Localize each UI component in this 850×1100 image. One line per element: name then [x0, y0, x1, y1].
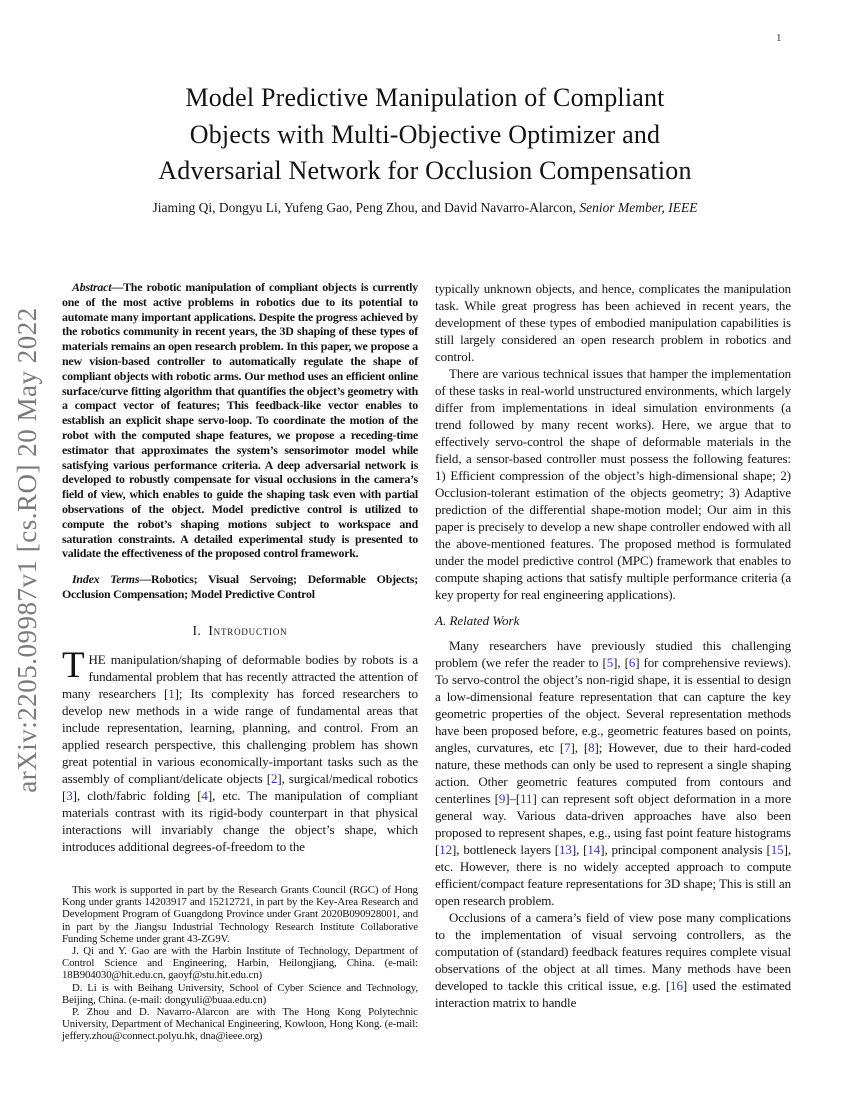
- paper-title: [0, 80, 850, 190]
- author-line: Jiaming Qi, Dongyu Li, Yufeng Gao, Peng Zhou, and David Navarro-Alarcon, Senior Member, IEEE: [152, 199, 698, 215]
- page-number: 1: [776, 32, 782, 44]
- body-paragraph: typically unknown objects, and hence, complicates the manipulation task. While great progress has been achieved in recent years, the development of these types of embodied manipulation capabilities is still largely considered an open research problem in robotics and control.: [435, 281, 791, 364]
- citation-link[interactable]: 3: [66, 787, 73, 803]
- footnote-affiliation-3: P. Zhou and D. Navarro-Alarcon are with The Hong Kong Polytechnic University, Department of Mechanical Engineering, Kowloon, Hong Kong. (e-mail: jeffery.zhou@connect.polyu.hk, dna@ieee.org): [62, 1006, 418, 1043]
- citation-link[interactable]: 7: [564, 740, 571, 755]
- citation-link[interactable]: 16: [670, 978, 683, 993]
- citation-link[interactable]: 11: [520, 791, 533, 806]
- title-line-1: Model Predictive Manipulation of Compliant: [185, 83, 665, 112]
- citation-link[interactable]: 9: [498, 791, 506, 806]
- footnote-funding: This work is supported in part by the Research Grants Council (RGC) of Hong Kong under grants 14203917 and 15212721, in part by the Key-Area Research and Development Program of Guangdong Province under Grant 2020B090928001, and in part by the Jiangsu Industrial Technology Research Institute Collaborative Funding Scheme under grant 43-ZG9V.: [62, 884, 418, 945]
- section-number: I.: [192, 622, 202, 638]
- citation-link[interactable]: 8: [588, 740, 595, 755]
- index-terms: Index Terms—Robotics; Visual Servoing; Deformable Objects; Occlusion Compensation; Model Predictive Control: [62, 572, 418, 601]
- arxiv-watermark: arXiv:2205.09987v1 [cs.RO] 20 May 2022: [12, 307, 42, 793]
- footnote-affiliation-1: J. Qi and Y. Gao are with the Harbin Institute of Technology, Department of Control Science and Engineering, Harbin, Heilongjiang, China. (e-mail: 18B904030@hit.edu.cn, gaoyf@stu.hit.edu.cn): [62, 945, 418, 982]
- italic-text: Index Terms: [72, 572, 140, 587]
- citation-link[interactable]: 14: [587, 842, 601, 857]
- paper-header: [0, 80, 850, 216]
- abstract-paragraph: Abstract—The robotic manipulation of compliant objects is currently one of the most active problems in robotics due to its potential to automate many important applications. Despite the progress achieved by the robotics community in recent years, the 3D shaping of these types of materials remains an open research problem. In this paper, we propose a new vision-based controller to automatically regulate the shape of compliant objects with robotic arms. Our method uses an efficient online surface/curve fitting algorithm that quantifies the object’s geometry with a compact vector of features; This feedback-like vector enables to establish an explicit shape servo-loop. To coordinate the motion of the robot with the computed shape features, we propose a receding-time estimator that approximates the system’s sensorimotor model while satisfying various performance criteria. A deep adversarial network is developed to robustly compensate for visual occlusions in the camera’s field of view, which enables to guide the shaping task even with partial observations of the object. Model predictive control is utilized to compute the robot’s shaping motions subject to workspace and saturation constraints. A detailed experimental study is presented to validate the effectiveness of the proposed control framework.: [62, 280, 418, 561]
- citation-link[interactable]: 5: [606, 655, 614, 670]
- intro-paragraph: [62, 644, 419, 855]
- intro-paragraph-text: HE manipulation/shaping of deformable bodies by robots is a fundamental problem that has recently attracted the attention of many researchers [1]; Its complexity has forced researchers to develop new methods in a wide range of fundamental areas that include representation, learning, planning, and control. From an applied research perspective, this challenging problem has shown great potential in various economically-important tasks such as the assembly of compliant/delicate objects [2], surgical/medical robotics [3], cloth/fabric folding [4], etc. The manipulation of compliant materials contrast with its rigid-body counterpart in that physical interactions will invariably change the object’s shape, which introduces additional degrees-of-freedom to the: [62, 651, 419, 854]
- citation-link[interactable]: 13: [559, 842, 572, 857]
- citation-link[interactable]: 2: [270, 770, 278, 786]
- footnote-block: [62, 884, 418, 1043]
- citation-link[interactable]: 4: [201, 787, 208, 803]
- citation-link[interactable]: 15: [770, 842, 784, 857]
- right-column: [435, 280, 791, 1011]
- section-title: Introduction: [208, 622, 288, 638]
- citation-link[interactable]: 1: [168, 685, 175, 701]
- title-line-2: Objects with Multi-Objective Optimizer and: [189, 119, 661, 149]
- subsection-title: Related Work: [449, 613, 520, 628]
- subsection-number: A.: [435, 613, 447, 628]
- drop-cap: T: [62, 644, 85, 686]
- section-heading-introduction: [62, 623, 418, 639]
- body-paragraph: There are various technical issues that hamper the implementation of these tasks in real-world unstructured environments, which largely differ from implementations in ideal simulation environments (a trend followed by many recent works). Here, we argue that to effectively servo-control the shape of deformable materials in the field, a sensor-based controller must possess the following features: 1) Efficient compression of the object’s high-dimensional shape; 2) Occlusion-tolerant estimation of the objects geometry; 3) Adaptive prediction of the differential shape-motion model; Our aim in this paper is precisely to develop a new shape controller endowed with all the above-mentioned features. The proposed method is formulated under the model predictive control (MPC) framework that enables to compute shaping actions that satisfy multiple performance criteria (a key property for real engineering applications).: [435, 366, 791, 602]
- body-paragraph: Occlusions of a camera’s field of view pose many complications to the implementation of visual servoing controllers, as the computation of (standard) feedback features requires complete visual observations of the object at all times. Many methods have been developed to tackle this critical issue, e.g. [16] used the estimated interaction matrix to handle: [435, 910, 791, 1010]
- italic-text: Senior Member, IEEE: [579, 199, 698, 215]
- title-line-3: Adversarial Network for Occlusion Compensation: [158, 156, 692, 185]
- left-column: [62, 280, 418, 855]
- subsection-heading-related-work: [435, 613, 791, 629]
- citation-link[interactable]: 12: [439, 842, 453, 857]
- citation-link[interactable]: 6: [628, 655, 636, 670]
- footnote-affiliation-2: D. Li is with Beihang University, School of Cyber Science and Technology, Beijing, China. (e-mail: dongyuli@buaa.edu.cn): [62, 981, 418, 1006]
- body-paragraph: Many researchers have previously studied this challenging problem (we refer the reader to [5], [6] for comprehensive reviews). To servo-control the object’s non-rigid shape, it is essential to design a low-dimensional feature representation that can capture the key geometric properties of the object. Several representation methods have been proposed before, e.g., geometric features based on points, angles, curvatures, etc [7], [8]; However, due to their hard-coded nature, these methods can only be used to represent a single shaping action. Other geometric features computed from contours and centerlines [9]–[11] can represent soft object deformation in a more general way. Various data-driven approaches have also been proposed to represent shapes, e.g., using fast point feature histograms [12], bottleneck layers [13], [14], principal component analysis [15], etc. However, there is no widely accepted approach to compute efficient/compact feature representations for 3D shape; This is still an open research problem.: [435, 638, 791, 908]
- italic-text: Abstract: [72, 280, 112, 294]
